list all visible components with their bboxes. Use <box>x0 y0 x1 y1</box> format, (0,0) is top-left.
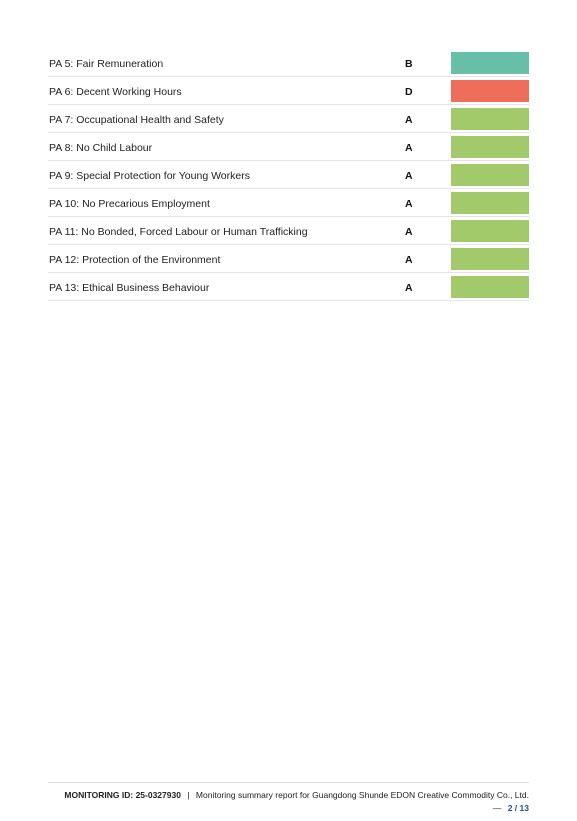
page-footer <box>48 782 529 815</box>
performance-area-label: PA 13: Ethical Business Behaviour <box>49 282 210 294</box>
table-row <box>48 49 529 77</box>
page-number: 2 / 13 <box>507 803 529 813</box>
performance-area-label: PA 9: Special Protection for Young Workers <box>49 170 250 182</box>
footer-dash: — <box>492 803 502 813</box>
report-description: Monitoring summary report for Guangdong Shunde EDON Creative Commodity Co., Ltd. <box>195 790 529 800</box>
performance-area-label: PA 10: No Precarious Employment <box>49 198 210 210</box>
grade-color-bar <box>451 52 529 74</box>
table-row <box>48 161 529 189</box>
table-row <box>48 217 529 245</box>
table-row <box>48 245 529 273</box>
grade-value: A <box>405 142 413 154</box>
grade-color-bar <box>451 108 529 130</box>
grade-color-bar <box>451 164 529 186</box>
table-row <box>48 77 529 105</box>
performance-area-label: PA 7: Occupational Health and Safety <box>49 114 224 126</box>
monitoring-id: MONITORING ID: 25-0327930 <box>64 790 181 800</box>
table-row <box>48 273 529 301</box>
grade-value: A <box>405 198 413 210</box>
grade-color-bar <box>451 136 529 158</box>
performance-area-label: PA 8: No Child Labour <box>49 142 153 154</box>
grade-value: B <box>405 58 413 70</box>
grade-color-bar <box>451 192 529 214</box>
performance-area-label: PA 12: Protection of the Environment <box>49 254 221 266</box>
grade-value: D <box>405 86 413 98</box>
grade-color-bar <box>451 80 529 102</box>
grade-value: A <box>405 254 413 266</box>
grade-value: A <box>405 282 413 294</box>
table-row <box>48 105 529 133</box>
grade-value: A <box>405 226 413 238</box>
grade-value: A <box>405 114 413 126</box>
grade-color-bar <box>451 220 529 242</box>
table-row <box>48 189 529 217</box>
performance-area-label: PA 6: Decent Working Hours <box>49 86 182 98</box>
grade-color-bar <box>451 276 529 298</box>
performance-area-table <box>48 49 529 301</box>
grade-color-bar <box>451 248 529 270</box>
performance-area-label: PA 5: Fair Remuneration <box>49 58 164 70</box>
footer-separator: | <box>187 790 190 800</box>
performance-area-label: PA 11: No Bonded, Forced Labour or Human Trafficking <box>49 226 308 238</box>
table-row <box>48 133 529 161</box>
grade-value: A <box>405 170 413 182</box>
